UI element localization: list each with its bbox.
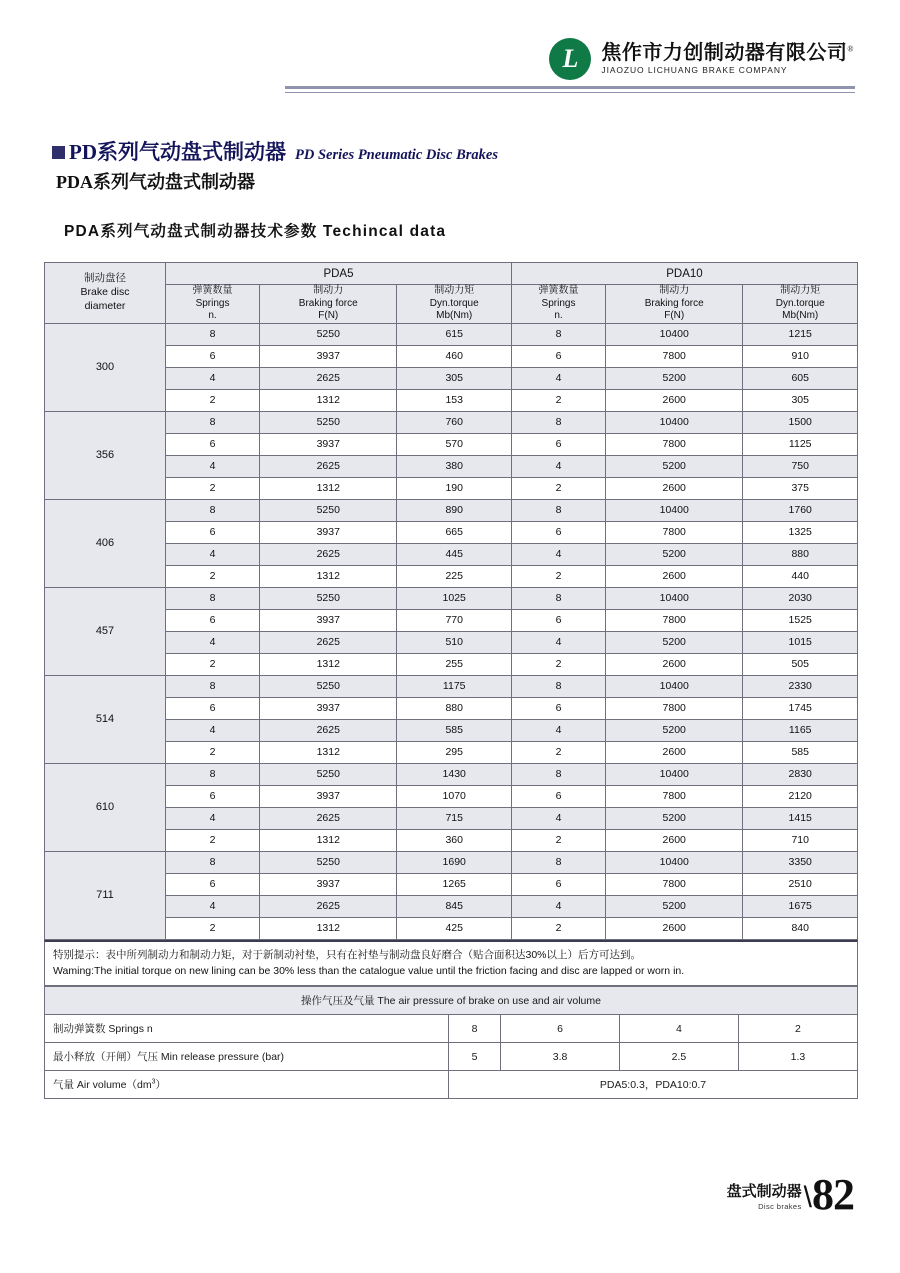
cell-value: 1325 [743, 521, 858, 543]
series-title-row [52, 136, 498, 166]
cell-value: 255 [397, 653, 512, 675]
header-rule [285, 86, 855, 93]
cell-value: 840 [743, 917, 858, 939]
cell-value: 8 [511, 323, 605, 345]
air-pressure-head: 操作气压及气量 The air pressure of brake on use and air volume [45, 987, 858, 1015]
col-header-disc-cn: 制动盘径 [84, 272, 126, 285]
cell-value: 615 [397, 323, 512, 345]
min-release-pressure-row [45, 1043, 858, 1071]
cell-value: 10400 [606, 323, 743, 345]
cell-value: 2 [511, 917, 605, 939]
cell-value: 7800 [606, 433, 743, 455]
cell-value: 6 [511, 609, 605, 631]
cell-value: 715 [397, 807, 512, 829]
table-row [45, 411, 858, 433]
cell-value: 750 [743, 455, 858, 477]
cell-value: 1312 [260, 917, 397, 939]
cell-value: 1745 [743, 697, 858, 719]
cell-value: 2 [511, 477, 605, 499]
table-row [45, 433, 858, 455]
cell-value: 1312 [260, 741, 397, 763]
table-row [45, 565, 858, 587]
cell-value: 2600 [606, 653, 743, 675]
registered-mark: ® [847, 44, 854, 54]
cell-value: 10400 [606, 587, 743, 609]
sub-cn: 制动力矩 [780, 285, 821, 296]
cell-value: 3937 [260, 345, 397, 367]
footer-label-cn: 盘式制动器 [726, 1184, 802, 1200]
cell-value: 6 [511, 785, 605, 807]
cell-value: 5250 [260, 851, 397, 873]
table-head-sub [45, 285, 858, 324]
cell-value: 8 [166, 587, 260, 609]
cell-value: 2600 [606, 741, 743, 763]
page-number: 82 [812, 1170, 854, 1220]
company-name-cn: 焦作市力创制动器有限公司® [601, 42, 854, 65]
sub-cn: 制动力 [659, 285, 690, 296]
cell-value: 8 [166, 851, 260, 873]
cell-value: 425 [397, 917, 512, 939]
cell-disc-diameter: 300 [45, 323, 166, 411]
cell-value: 7800 [606, 345, 743, 367]
table-row [45, 455, 858, 477]
cell-value: 1265 [397, 873, 512, 895]
col-header-force-pda5 [260, 285, 397, 324]
technical-data-table [44, 262, 858, 940]
col-header-torque-pda10 [743, 285, 858, 324]
table-row [45, 873, 858, 895]
cell-value: 3937 [260, 785, 397, 807]
cell-value: 570 [397, 433, 512, 455]
cell-value: 5200 [606, 631, 743, 653]
cell-value: 4 [511, 807, 605, 829]
cell-value: 6 [511, 697, 605, 719]
table-row [45, 367, 858, 389]
cell-disc-diameter: 610 [45, 763, 166, 851]
air-volume-row [45, 1071, 858, 1099]
cell-value: 2625 [260, 631, 397, 653]
col-header-disc-en1: Brake disc [80, 285, 130, 298]
cell-value: 375 [743, 477, 858, 499]
cell-value: 1312 [260, 477, 397, 499]
air-volume-label [45, 1071, 449, 1099]
cell-value: 1175 [397, 675, 512, 697]
sub-unit: Mb(Nm) [436, 310, 473, 321]
cell-value: 153 [397, 389, 512, 411]
cell-value: 6 [511, 345, 605, 367]
cell-value: 8 [166, 675, 260, 697]
cell-value: 5200 [606, 895, 743, 917]
springs-value-1: 6 [501, 1015, 620, 1043]
cell-value: 5200 [606, 807, 743, 829]
header-rule-thin [285, 92, 855, 93]
table-row [45, 895, 858, 917]
cell-value: 2625 [260, 543, 397, 565]
cell-value: 1125 [743, 433, 858, 455]
cell-value: 2625 [260, 367, 397, 389]
cell-value: 585 [743, 741, 858, 763]
cell-value: 8 [511, 411, 605, 433]
cell-value: 1430 [397, 763, 512, 785]
cell-value: 1070 [397, 785, 512, 807]
cell-value: 5250 [260, 499, 397, 521]
cell-value: 2625 [260, 895, 397, 917]
sub-cn: 制动力 [313, 285, 344, 296]
cell-value: 440 [743, 565, 858, 587]
cell-value: 380 [397, 455, 512, 477]
cell-value: 1312 [260, 389, 397, 411]
header-rule-thick [285, 86, 855, 89]
bullet-square-icon [52, 146, 65, 159]
cell-value: 1312 [260, 829, 397, 851]
cell-value: 6 [511, 433, 605, 455]
col-header-disc-diameter [45, 263, 166, 324]
cell-value: 4 [166, 895, 260, 917]
col-header-group-pda10: PDA10 [511, 263, 857, 285]
cell-value: 4 [511, 895, 605, 917]
cell-value: 2 [511, 829, 605, 851]
cell-value: 4 [166, 807, 260, 829]
cell-value: 4 [511, 543, 605, 565]
sub-en: Braking force [298, 297, 358, 309]
sub-en: Dyn.torque [775, 297, 825, 309]
air-pressure-head-row [45, 987, 858, 1015]
sub-en: Braking force [644, 297, 704, 309]
cell-value: 1690 [397, 851, 512, 873]
cell-value: 3937 [260, 521, 397, 543]
cell-value: 1760 [743, 499, 858, 521]
cell-value: 5250 [260, 323, 397, 345]
min-release-value-1: 3.8 [501, 1043, 620, 1071]
sub-unit: n. [554, 310, 563, 321]
table-row [45, 499, 858, 521]
cell-value: 7800 [606, 873, 743, 895]
col-header-torque-pda5 [397, 285, 512, 324]
sub-cn: 弹簧数量 [538, 285, 579, 296]
cell-value: 190 [397, 477, 512, 499]
cell-value: 2 [166, 653, 260, 675]
cell-value: 3937 [260, 873, 397, 895]
cell-value: 4 [166, 367, 260, 389]
cell-value: 2600 [606, 829, 743, 851]
cell-value: 3937 [260, 697, 397, 719]
cell-value: 3350 [743, 851, 858, 873]
cell-disc-diameter: 514 [45, 675, 166, 763]
cell-value: 6 [166, 873, 260, 895]
min-release-value-3: 1.3 [738, 1043, 857, 1071]
sub-en: Springs [541, 297, 576, 309]
table-row [45, 609, 858, 631]
cell-disc-diameter: 356 [45, 411, 166, 499]
sub-en: Springs [195, 297, 230, 309]
cell-value: 2625 [260, 807, 397, 829]
table-row [45, 917, 858, 939]
cell-value: 1215 [743, 323, 858, 345]
cell-value: 8 [166, 411, 260, 433]
col-header-group-pda5: PDA5 [166, 263, 512, 285]
table-row [45, 851, 858, 873]
cell-value: 6 [166, 521, 260, 543]
springs-row [45, 1015, 858, 1043]
sub-en: Dyn.torque [429, 297, 479, 309]
cell-value: 8 [511, 587, 605, 609]
cell-value: 1675 [743, 895, 858, 917]
cell-value: 880 [397, 697, 512, 719]
cell-value: 4 [166, 719, 260, 741]
cell-value: 10400 [606, 675, 743, 697]
warning-note-cn: 特别提示：表中所列制动力和制动力矩，对于新制动衬垫，只有在衬垫与制动盘良好磨合（贴合面积达30%以上）后方可达到。 [53, 948, 642, 961]
table-head-groups [45, 263, 858, 285]
sub-unit: F(N) [664, 310, 685, 321]
air-volume-unit-exponent: 3 [151, 1078, 156, 1086]
cell-value: 2600 [606, 477, 743, 499]
cell-value: 5250 [260, 411, 397, 433]
technical-data-table-wrap [44, 262, 858, 1099]
cell-value: 3937 [260, 609, 397, 631]
cell-value: 6 [166, 609, 260, 631]
table-row [45, 785, 858, 807]
sub-cn: 弹簧数量 [192, 285, 233, 296]
cell-value: 225 [397, 565, 512, 587]
air-pressure-table [44, 986, 858, 1099]
table-row [45, 323, 858, 345]
cell-value: 10400 [606, 763, 743, 785]
cell-disc-diameter: 406 [45, 499, 166, 587]
cell-value: 910 [743, 345, 858, 367]
table-row [45, 477, 858, 499]
cell-value: 8 [166, 763, 260, 785]
air-volume-label-b: ） [155, 1079, 167, 1092]
sub-unit: Mb(Nm) [782, 310, 819, 321]
cell-value: 1500 [743, 411, 858, 433]
table-row [45, 653, 858, 675]
cell-value: 6 [511, 873, 605, 895]
cell-value: 2 [166, 565, 260, 587]
series-title-cn: PD系列气动盘式制动器 [69, 140, 286, 164]
cell-value: 2510 [743, 873, 858, 895]
cell-value: 5200 [606, 367, 743, 389]
springs-value-3: 2 [738, 1015, 857, 1043]
cell-value: 2330 [743, 675, 858, 697]
cell-value: 2 [166, 829, 260, 851]
cell-value: 7800 [606, 521, 743, 543]
cell-value: 305 [397, 367, 512, 389]
cell-value: 6 [166, 345, 260, 367]
table-row [45, 587, 858, 609]
cell-value: 305 [743, 389, 858, 411]
cell-value: 4 [166, 455, 260, 477]
table-head [45, 263, 858, 324]
cell-value: 2120 [743, 785, 858, 807]
cell-value: 2600 [606, 565, 743, 587]
cell-value: 6 [166, 785, 260, 807]
cell-value: 7800 [606, 785, 743, 807]
cell-value: 4 [166, 631, 260, 653]
cell-value: 880 [743, 543, 858, 565]
cell-value: 1525 [743, 609, 858, 631]
cell-value: 760 [397, 411, 512, 433]
cell-value: 8 [511, 675, 605, 697]
cell-value: 2625 [260, 455, 397, 477]
sub-unit: F(N) [318, 310, 339, 321]
cell-value: 360 [397, 829, 512, 851]
col-header-force-pda10 [606, 285, 743, 324]
logo-letter: L [562, 44, 579, 73]
cell-value: 5250 [260, 587, 397, 609]
cell-value: 10400 [606, 499, 743, 521]
footer-label-en: Disc brakes [758, 1202, 802, 1211]
col-header-disc-en2: diameter [84, 299, 126, 312]
table-row [45, 807, 858, 829]
cell-value: 6 [166, 433, 260, 455]
cell-value: 845 [397, 895, 512, 917]
cell-value: 2 [166, 917, 260, 939]
warning-note-en: Waming:The initial torque on new lining can be 30% less than the catalogue value until the friction facing and disc are lapped or worn in. [53, 964, 685, 977]
cell-value: 6 [511, 521, 605, 543]
cell-value: 605 [743, 367, 858, 389]
cell-value: 6 [166, 697, 260, 719]
cell-value: 8 [511, 499, 605, 521]
cell-value: 1312 [260, 565, 397, 587]
cell-value: 7800 [606, 697, 743, 719]
cell-value: 8 [511, 763, 605, 785]
cell-value: 2 [511, 389, 605, 411]
company-name-en: JIAOZUO LICHUANG BRAKE COMPANY [601, 65, 788, 76]
cell-value: 890 [397, 499, 512, 521]
cell-value: 4 [511, 455, 605, 477]
company-logo-icon [549, 38, 591, 80]
cell-value: 10400 [606, 851, 743, 873]
cell-value: 4 [511, 367, 605, 389]
cell-value: 1312 [260, 653, 397, 675]
cell-value: 2 [511, 653, 605, 675]
sub-unit: n. [208, 310, 217, 321]
cell-value: 1015 [743, 631, 858, 653]
cell-value: 445 [397, 543, 512, 565]
cell-value: 8 [166, 499, 260, 521]
cell-value: 7800 [606, 609, 743, 631]
cell-value: 2600 [606, 917, 743, 939]
cell-value: 2830 [743, 763, 858, 785]
table-row [45, 697, 858, 719]
cell-value: 8 [511, 851, 605, 873]
table-row [45, 543, 858, 565]
cell-value: 5200 [606, 543, 743, 565]
table-row [45, 719, 858, 741]
table-row [45, 345, 858, 367]
cell-value: 510 [397, 631, 512, 653]
col-header-springs-pda5 [166, 285, 260, 324]
cell-value: 1025 [397, 587, 512, 609]
cell-value: 4 [166, 543, 260, 565]
sub-cn: 制动力矩 [434, 285, 475, 296]
cell-value: 770 [397, 609, 512, 631]
table-row [45, 521, 858, 543]
footer-slash: \ [803, 1181, 812, 1214]
cell-disc-diameter: 457 [45, 587, 166, 675]
table-row [45, 389, 858, 411]
cell-value: 5250 [260, 763, 397, 785]
cell-value: 585 [397, 719, 512, 741]
cell-value: 5250 [260, 675, 397, 697]
air-volume-value: PDA5:0.3，PDA10:0.7 [449, 1071, 858, 1099]
min-release-pressure-label: 最小释放（开闸）气压 Min release pressure (bar) [45, 1043, 449, 1071]
subtitle-cn: PDA系列气动盘式制动器 [56, 172, 255, 192]
cell-value: 3937 [260, 433, 397, 455]
cell-value: 2 [511, 565, 605, 587]
cell-value: 665 [397, 521, 512, 543]
table-row [45, 829, 858, 851]
cell-value: 8 [166, 323, 260, 345]
warning-note [44, 940, 858, 987]
table-row [45, 675, 858, 697]
page-footer [726, 1170, 854, 1220]
cell-value: 460 [397, 345, 512, 367]
company-header [549, 38, 854, 80]
footer-label [727, 1180, 802, 1215]
cell-value: 710 [743, 829, 858, 851]
cell-value: 4 [511, 719, 605, 741]
cell-value: 2 [511, 741, 605, 763]
cell-value: 5200 [606, 719, 743, 741]
cell-value: 295 [397, 741, 512, 763]
company-name-block [601, 42, 854, 75]
cell-value: 1165 [743, 719, 858, 741]
cell-value: 2030 [743, 587, 858, 609]
cell-value: 2 [166, 477, 260, 499]
springs-value-0: 8 [449, 1015, 501, 1043]
cell-value: 10400 [606, 411, 743, 433]
series-title-en: PD Series Pneumatic Disc Brakes [295, 147, 498, 163]
cell-value: 4 [511, 631, 605, 653]
cell-disc-diameter: 711 [45, 851, 166, 939]
min-release-value-0: 5 [449, 1043, 501, 1071]
table-row [45, 741, 858, 763]
cell-value: 505 [743, 653, 858, 675]
cell-value: 2 [166, 389, 260, 411]
cell-value: 2 [166, 741, 260, 763]
col-header-springs-pda10 [511, 285, 605, 324]
cell-value: 2600 [606, 389, 743, 411]
table-body [45, 323, 858, 939]
table-row [45, 763, 858, 785]
section-title: PDA系列气动盘式制动器技术参数 Techincal data [64, 223, 447, 240]
table-row [45, 631, 858, 653]
cell-value: 5200 [606, 455, 743, 477]
springs-row-label: 制动弹簧数 Springs n [45, 1015, 449, 1043]
cell-value: 1415 [743, 807, 858, 829]
cell-value: 2625 [260, 719, 397, 741]
min-release-value-2: 2.5 [620, 1043, 739, 1071]
air-volume-label-a: 气量 Air volume（dm [53, 1079, 152, 1092]
springs-value-2: 4 [620, 1015, 739, 1043]
